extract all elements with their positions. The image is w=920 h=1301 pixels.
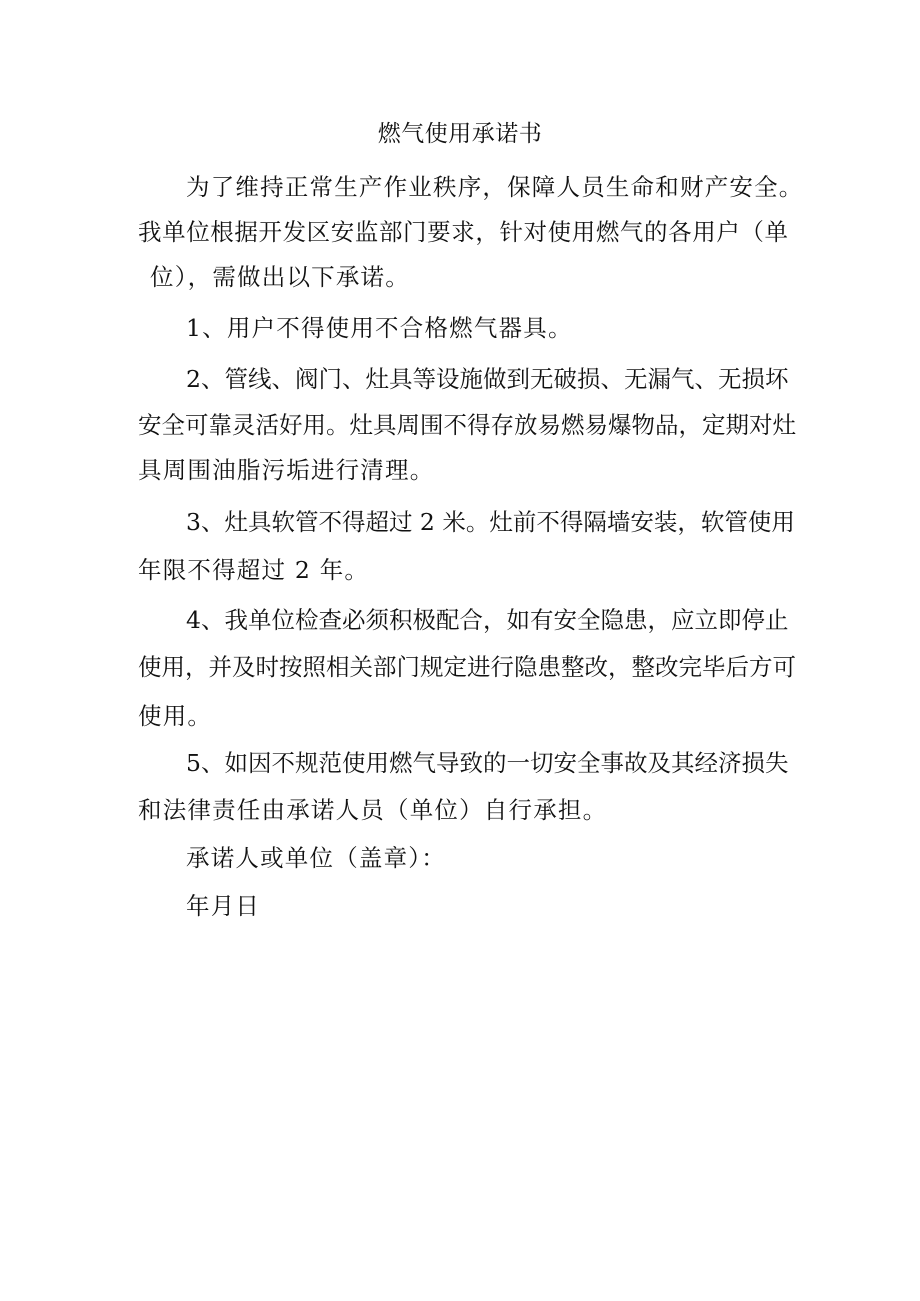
item-5-line-2: 和法律责任由承诺人员（单位）自行承担。 (138, 796, 608, 824)
item-1-line-1: 1、用户不得使用不合格燃气器具。 (186, 314, 573, 342)
intro-line-1: 为了维持正常生产作业秩序，保障人员生命和财产安全。 (186, 173, 804, 201)
intro-line-3: 位），需做出以下承诺。 (150, 263, 410, 291)
item-2-line-2: 安全可靠灵活好用。灶具周围不得存放易燃易爆物品，定期对灶 (138, 411, 796, 439)
item-4-line-1: 4、我单位检查必须积极配合，如有安全隐患，应立即停止 (186, 606, 789, 634)
item-3-line-1: 3、灶具软管不得超过 2 米。灶前不得隔墙安装，软管使用 (186, 508, 795, 536)
item-4-line-3: 使用。 (138, 702, 213, 730)
item-4-line-2: 使用，并及时按照相关部门规定进行隐患整改，整改完毕后方可 (138, 653, 796, 681)
item-2-line-3: 具周围油脂污垢进行清理。 (138, 456, 435, 484)
item-3-line-2: 年限不得超过 2 年。 (138, 556, 370, 584)
date-label: 年月日 (186, 892, 261, 920)
intro-line-2: 我单位根据开发区安监部门要求，针对使用燃气的各用户（单 (138, 218, 788, 246)
item-2-line-1: 2、管线、阀门、灶具等设施做到无破损、无漏气、无损坏 (186, 365, 789, 393)
signature-label: 承诺人或单位（盖章）： (186, 844, 446, 872)
document-title: 燃气使用承诺书 (377, 121, 543, 147)
item-5-line-1: 5、如因不规范使用燃气导致的一切安全事故及其经济损失 (186, 749, 789, 777)
